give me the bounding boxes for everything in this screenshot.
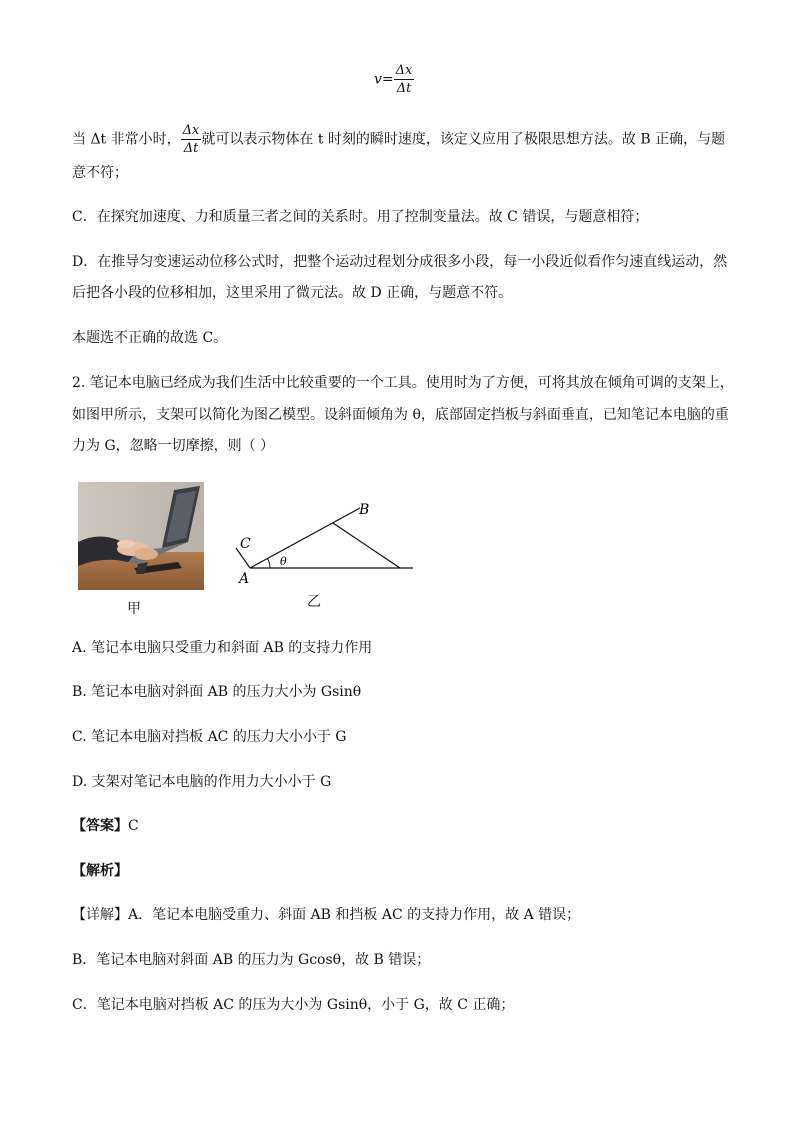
caption-yi: 乙 [307, 594, 321, 610]
para1-numerator: Δx [182, 123, 200, 138]
para1-fraction [181, 122, 202, 157]
formula-lhs: v= [374, 71, 394, 88]
paragraph-d-line2: 后把各小段的位移相加，这里采用了微元法。故 D 正确，与题意不符。 [72, 285, 513, 301]
velocity-formula [374, 62, 414, 97]
label-a: A [239, 571, 250, 587]
question2-line2: 如图甲所示，支架可以简化为图乙模型。设斜面倾角为 θ，底部固定挡板与斜面垂直，已知笔记本电脑的重 [72, 407, 729, 423]
paragraph-b-line2: 意不符； [72, 165, 128, 181]
answer-value: C [128, 818, 139, 834]
formula-denominator: Δt [396, 81, 412, 96]
incline-ab [250, 508, 360, 568]
option-b: B. 笔记本电脑对斜面 AB 的压力大小为 Gsinθ [72, 684, 362, 700]
para1-denominator: Δt [183, 141, 199, 156]
para1-post: 就可以表示物体在 t 时刻的瞬时速度，该定义应用了极限思想方法。故 B 正确，与题 [201, 131, 726, 148]
para1-pre: 当 Δt 非常小时， [72, 131, 181, 148]
laptop-photo [78, 482, 204, 590]
option-a: A. 笔记本电脑只受重力和斜面 AB 的支持力作用 [72, 640, 373, 656]
formula-fraction [394, 62, 415, 97]
caption-jia: 甲 [127, 601, 141, 617]
support-strut [333, 523, 400, 568]
question2-line1: 2. 笔记本电脑已经成为我们生活中比较重要的一个工具。使用时为了方便，可将其放在倾角可调的支架上， [72, 375, 734, 391]
conclusion-text: 本题选不正确的故选 C。 [72, 330, 228, 346]
detail-line-b: B．笔记本电脑对斜面 AB 的压力为 Gcosθ，故 B 错误； [72, 952, 431, 968]
detail-line-a: 【详解】A．笔记本电脑受重力、斜面 AB 和挡板 AC 的支持力作用，故 A 错误； [72, 907, 581, 923]
detail-line-c: C．笔记本电脑对挡板 AC 的压为大小为 Gsinθ，小于 G，故 C 正确； [72, 997, 515, 1013]
answer-line [72, 811, 724, 842]
formula-numerator: Δx [395, 63, 413, 78]
label-theta: θ [280, 555, 287, 568]
answer-label: 【答案】 [72, 818, 128, 834]
angle-arc [268, 559, 270, 568]
question2-line3: 力为 G，忽略一切摩擦，则（ ） [72, 438, 275, 454]
paragraph-c-explanation: C．在探究加速度、力和质量三者之间的关系时。用了控制变量法。故 C 错误，与题意相符； [72, 209, 649, 225]
option-c: C. 笔记本电脑对挡板 AC 的压力大小小于 G [72, 729, 347, 745]
paragraph-d-line1: D．在推导匀变速运动位移公式时，把整个运动过程划分成很多小段，每一小段近似看作匀速直线运动，然 [72, 254, 728, 270]
analysis-label: 【解析】 [72, 863, 128, 879]
label-c: C [240, 536, 251, 552]
incline-diagram [225, 490, 425, 590]
paragraph-b-explanation [72, 122, 724, 157]
option-d: D. 支架对笔记本电脑的作用力大小小于 G [72, 774, 332, 790]
label-b: B [359, 502, 370, 518]
